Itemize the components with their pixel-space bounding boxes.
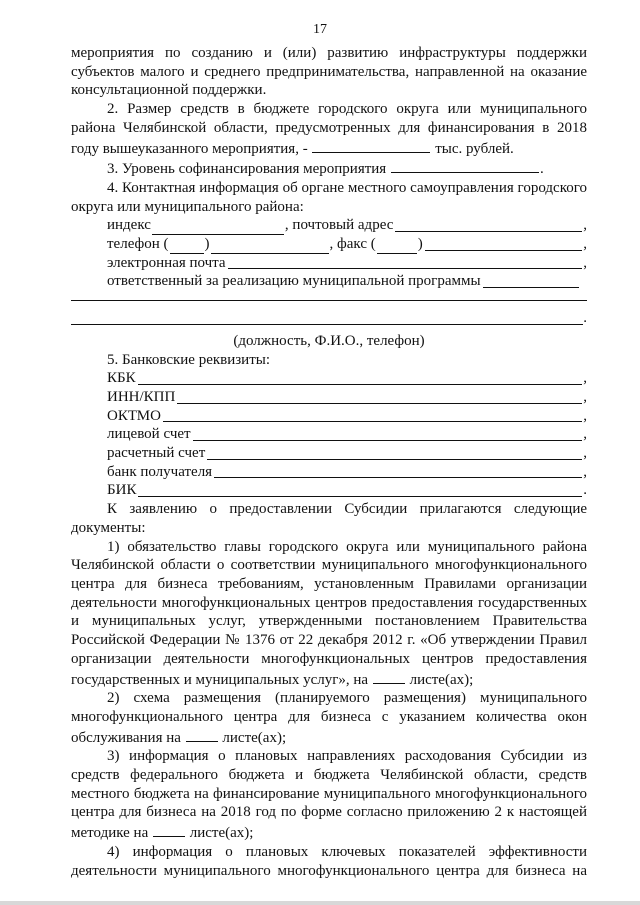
inn-comma: , (583, 388, 587, 405)
email-row-comma: , (583, 254, 587, 271)
paragraph-contact-info: 4. Контактная информация об органе местного самоуправления городского округа или муниципального района: (71, 179, 587, 215)
document-item-2-sheets: листе(ах); (222, 729, 287, 746)
bank-inn-row (107, 388, 587, 407)
email-blank (228, 254, 583, 269)
responsible-line-2 (71, 309, 587, 328)
recipient-bank-blank (214, 463, 582, 478)
oktmo-comma: , (583, 407, 587, 424)
responsible-line-1 (71, 299, 587, 301)
contact-fields (71, 216, 587, 291)
document-item-2-text: 2) схема размещения (планируемого размещения) муниципального многофункционального центра для бизнеса с указанием количества окон обслуживания на (71, 690, 587, 746)
document-item-1 (71, 538, 587, 690)
phone-row-comma: , (583, 236, 587, 253)
cofinancing-dot: . (539, 161, 544, 178)
responsible-blank (483, 273, 579, 288)
paragraph-attached-documents: К заявлению о предоставлении Субсидии прилагаются следующие документы: (71, 501, 587, 536)
settlement-account-label: расчетный счет (107, 445, 206, 462)
paragraph-intro-continuation: мероприятия по созданию и (или) развитию инфраструктуры поддержки субъектов малого и среднего предпринимательства, направленной на оказание консультационной поддержки. (71, 45, 587, 99)
bank-personal-account-row (107, 425, 587, 444)
document-item-1-text: 1) обязательство главы городского округа или муниципального района Челябинской области о соответствии муниципального многофункционального центра для бизнеса требованиям, установленным Правилами организации деятельности многофункциональных центров предоставления государственных и муниципальных услуг, утвержденными постановлением Правительства Российской Федерации № 1376 от 22 декабря 2012 г. «Об утверждении Правил организации деятельности многофункциональных центров предоставления государственных и муниципальных услуг», на (71, 538, 587, 688)
bank-settlement-account-row (107, 444, 587, 463)
recipient-bank-label: банк получателя (107, 463, 213, 480)
inn-blank (177, 389, 582, 404)
recipient-bank-comma: , (583, 463, 587, 480)
bank-bik-row (107, 481, 587, 500)
fax-number-blank (425, 236, 583, 251)
index-blank (152, 220, 284, 235)
document-item-1-sheets: листе(ах); (409, 671, 474, 688)
contact-phone-row (107, 235, 587, 254)
bik-label: БИК (107, 482, 137, 499)
cofinancing-blank (391, 158, 539, 173)
paragraph-budget-amount (71, 100, 587, 158)
bik-dot: . (583, 482, 587, 499)
contact-email-row (107, 254, 587, 273)
responsible-line-2-blank (71, 323, 583, 325)
personal-account-blank (193, 426, 583, 441)
bank-fields (71, 369, 587, 500)
paragraph-bank-details: 5. Банковские реквизиты: (107, 351, 271, 368)
personal-account-comma: , (583, 426, 587, 443)
settlement-account-blank (207, 445, 582, 460)
postal-address-label: , почтовый адрес (284, 217, 394, 234)
phone-close-paren: ) (204, 236, 210, 253)
fax-code-blank (377, 239, 417, 254)
scan-bottom-edge (0, 901, 640, 905)
bank-oktmo-row (107, 407, 587, 426)
inn-label: ИНН/КПП (107, 388, 176, 405)
phone-label: телефон ( (107, 236, 169, 253)
cofinancing-label: 3. Уровень софинансирования мероприятия (107, 161, 387, 178)
document-item-3-text: 3) информация о плановых направлениях расходования Субсидии из средств федерального бюджета и бюджета Челябинской области, средств местного бюджета на финансирование муниципального многофункционального центра для бизнеса на 2018 год по форме согласно приложению 2 к настоящей методике на (71, 748, 587, 842)
index-row-comma: , (583, 217, 587, 234)
document-item-1-blank (373, 669, 405, 684)
budget-amount-unit: тыс. рублей. (435, 140, 514, 157)
oktmo-blank (163, 407, 582, 422)
phone-code-blank (170, 239, 204, 254)
document-item-3 (71, 747, 587, 843)
document-item-2-blank (186, 727, 218, 742)
bank-recipient-row (107, 463, 587, 482)
paragraph-cofinancing (71, 158, 587, 179)
oktmo-label: ОКТМО (107, 407, 161, 424)
responsible-label: ответственный за реализацию муниципальной программы (107, 273, 481, 290)
page-number: 17 (313, 22, 327, 37)
budget-amount-text: 2. Размер средств в бюджете городского округа или муниципального района Челябинской области, предусмотренных для финансирования в 2018 году вышеуказанного мероприятия, - (71, 101, 587, 157)
document-item-3-blank (153, 822, 185, 837)
kbk-blank (138, 370, 583, 385)
document-item-4: 4) информация о плановых ключевых показателей эффективности деятельности муниципального многофункционального центра для бизнеса на (71, 843, 587, 879)
contact-index-row (107, 216, 587, 235)
fax-close-paren: ) (417, 236, 423, 253)
email-label: электронная почта (107, 254, 226, 271)
document-body (71, 44, 587, 880)
budget-amount-blank (312, 138, 430, 153)
responsible-line-dot: . (583, 310, 587, 327)
postal-address-blank (395, 217, 582, 232)
responsible-caption: (должность, Ф.И.О., телефон) (233, 332, 425, 349)
bank-kbk-row (107, 369, 587, 388)
phone-number-blank (211, 239, 329, 254)
settlement-account-comma: , (583, 445, 587, 462)
kbk-comma: , (583, 370, 587, 387)
personal-account-label: лицевой счет (107, 426, 191, 443)
index-label: индекс (107, 217, 151, 234)
fax-label: , факс ( (329, 236, 376, 253)
document-item-3-sheets: листе(ах); (189, 825, 254, 842)
bik-blank (138, 482, 582, 497)
kbk-label: КБК (107, 370, 136, 387)
document-item-2 (71, 689, 587, 747)
contact-responsible-row (107, 272, 587, 291)
